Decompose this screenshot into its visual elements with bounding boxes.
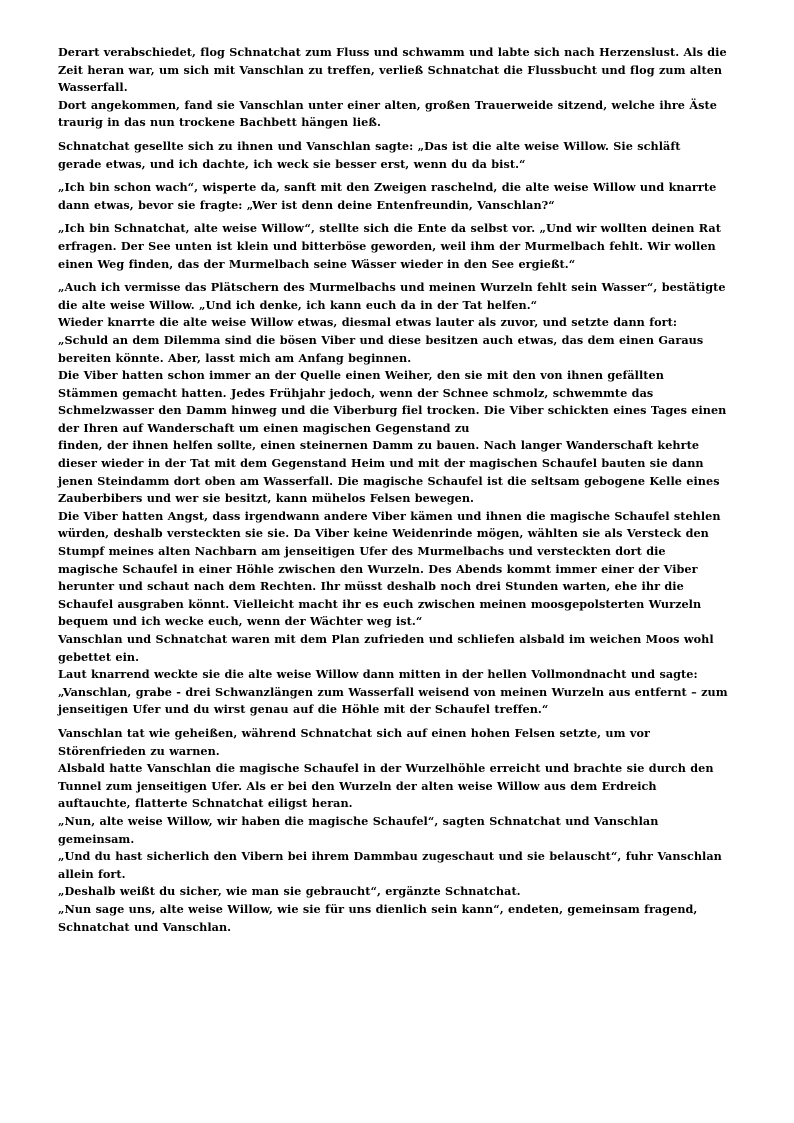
paragraph: Wieder knarrte die alte weise Willow etwas, diesmal etwas lauter als zuvor, und setzte dann fort: „Schuld an dem Dilemma sind die bösen Viber und diese besitzen auch etwas, das dem einen Garaus bereiten könnte. Aber, lasst mich am Anfang beginnen. [58, 315, 704, 365]
paragraph: Vanschlan tat wie geheißen, während Schnatchat sich auf einen hohen Felsen setzte, um vor Störenfrieden zu warnen. [58, 725, 650, 758]
paragraph: „Nun sage uns, alte weise Willow, wie sie für uns dienlich sein kann“, endeten, gemeinsam fragend, Schnatchat und Vanschlan. [58, 901, 698, 934]
paragraph: Die Viber hatten schon immer an der Quelle einen Weiher, den sie mit den von ihnen gefällten Stämmen gemacht hatten. Jedes Frühjahr jedoch, wenn der Schnee schmolz, schwemmte das Schmelzwasser den Damm hinweg und die Viberburg fiel trocken. Die Viber schickten eines Tages einen der Ihren auf Wanderschaft um einen magischen Gegenstand zu [58, 368, 727, 435]
paragraph: Vanschlan und Schnatchat waren mit dem Plan zufrieden und schliefen alsbald im weichen Moos wohl gebettet ein. [58, 632, 714, 664]
paragraph: „Auch ich vermisse das Plätschern des Murmelbachs und meinen Wurzeln fehlt sein Wasser“, bestätigte die alte weise Willow. „Und ich denke, ich kann euch da in der Tat helfen.“ [58, 280, 726, 312]
paragraph: „Deshalb weißt du sicher, wie man sie gebraucht“, ergänzte Schnatchat. [58, 884, 521, 899]
paragraph: Die Viber hatten Angst, dass irgendwann andere Viber kämen und ihnen die magische Schaufel stehlen würden, deshalb versteckten sie sie. Da Viber keine Weidenrinde mögen, wählten sie als Versteck den Stumpf meines alten Nachbarn am jenseitigen Ufer des Murmelbachs und versteckten dort die magische Schaufel in einer Höhle zwischen den Wurzeln. Des Abends kommt immer einer der Viber herunter und schaut nach dem Rechten. Ihr müsst deshalb noch drei Stunden warten, ehe ihr die Schaufel ausgraben könnt. Vielleicht macht ihr es euch zwischen meinen moosgepolsterten Wurzeln bequem und ich wecke euch, wenn der Wächter weg ist.“ [58, 508, 721, 629]
paragraph: finden, der ihnen helfen sollte, einen steinernen Damm zu bauen. Nach langer Wanderschaft kehrte dieser wieder in der Tat mit dem Gegenstand Heim und mit der magischen Schaufel bauten sie dann jenen Steindamm dort oben am Wasserfall. Die magische Schaufel ist die seltsam gebogene Kelle eines Zauberbibers und wer sie besitzt, kann mühelos Felsen bewegen. [58, 438, 720, 506]
paragraph: „Und du hast sicherlich den Vibern bei ihrem Dammbau zugeschaut und sie belauscht“, fuhr Vanschlan allein fort. [58, 849, 722, 881]
paragraph: Dort angekommen, fand sie Vanschlan unter einer alten, großen Trauerweide sitzend, welche ihre Äste traurig in das nun trockene Bachbett hängen ließ. [58, 97, 717, 130]
paragraph: Derart verabschiedet, flog Schnatchat zum Fluss und schwamm und labte sich nach Herzenslust. Als die Zeit heran war, um sich mit Vanschlan zu treffen, verließ Schnatchat die Flussbucht und flog zum alten Wasserfall. [58, 45, 727, 95]
paragraph: „Ich bin Schnatchat, alte weise Willow“, stellte sich die Ente da selbst vor. „Und wir wollten deinen Rat erfragen. Der See unten ist klein und bitterböse geworden, weil ihm der Murmelbach fehlt. Wir wollen einen Weg finden, das der Murmelbach seine Wässer wieder in den See ergießt.“ [58, 221, 721, 271]
paragraph: „Ich bin schon wach“, wisperte da, sanft mit den Zweigen raschelnd, die alte weise Willow und knarrte dann etwas, bevor sie fragte: „Wer ist denn deine Entenfreundin, Vanschlan?“ [58, 180, 717, 212]
paragraph: „Nun, alte weise Willow, wir haben die magische Schaufel“, sagten Schnatchat und Vanschlan gemeinsam. [58, 813, 659, 846]
paragraph: Alsbald hatte Vanschlan die magische Schaufel in der Wurzelhöhle erreicht und brachte sie durch den Tunnel zum jenseitigen Ufer. Als er bei den Wurzeln der alten weise Willow aus dem Erdreich auftauchte, flatterte Schnatchat eiligst heran. [58, 761, 714, 811]
paragraph: Schnatchat gesellte sich zu ihnen und Vanschlan sagte: „Das ist die alte weise Willow. Sie schläft gerade etwas, und ich dachte, ich weck sie besser erst, wenn du da bist.“ [58, 138, 681, 171]
document-text-block [58, 44, 738, 936]
paragraph: Laut knarrend weckte sie die alte weise Willow dann mitten in der hellen Vollmondnacht und sagte: „Vanschlan, grabe - drei Schwanzlängen zum Wasserfall weisend von meinen Wurzeln aus entfernt – zum jenseitigen Ufer und du wirst genau auf die Höhle mit der Schaufel treffen.“ [58, 667, 728, 717]
